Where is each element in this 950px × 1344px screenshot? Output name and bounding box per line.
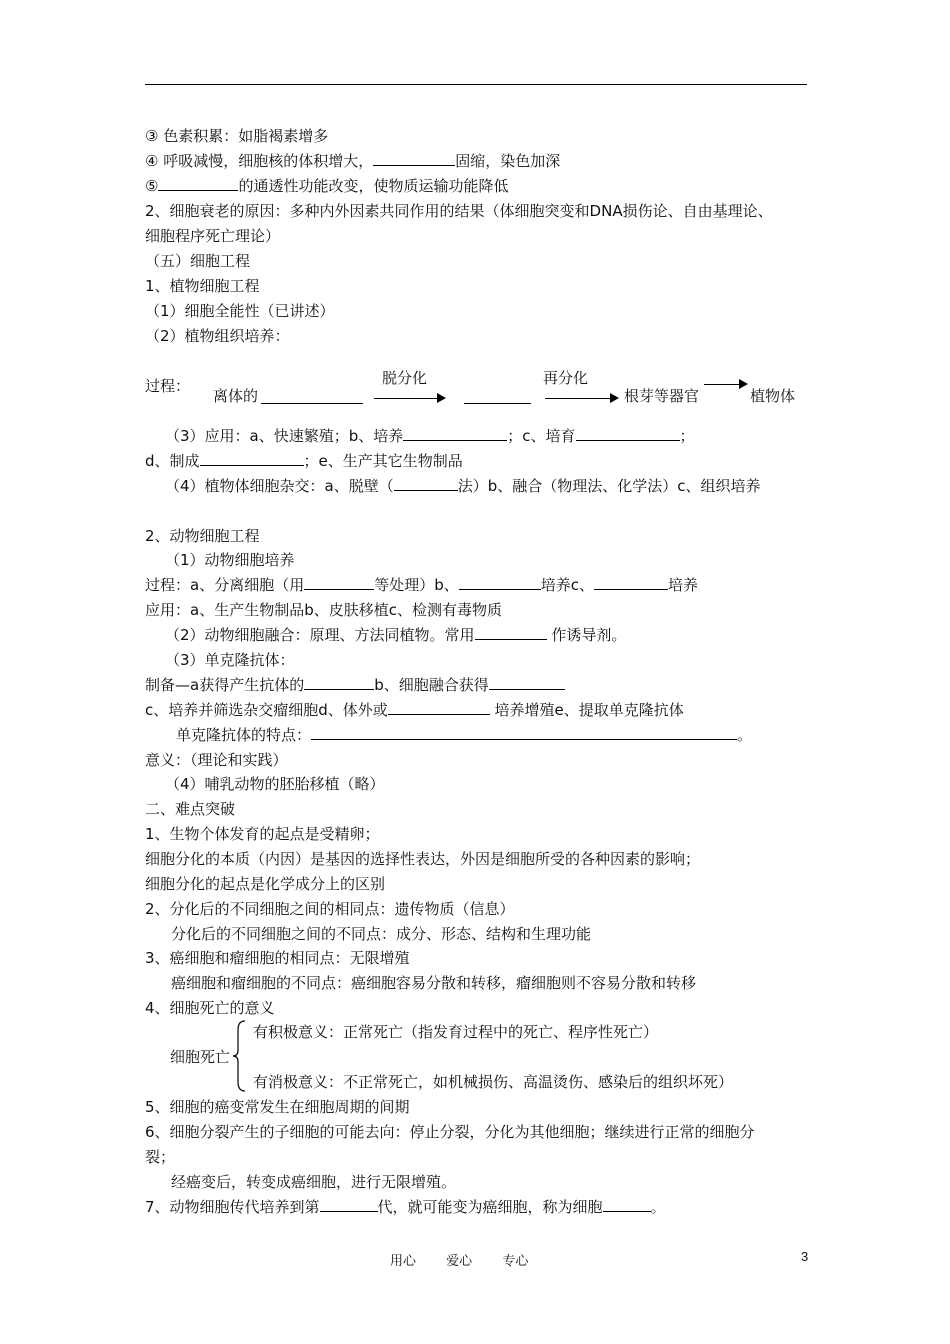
text-line: 制备—a获得产生抗体的 b、细胞融合获得 xyxy=(145,675,565,695)
arrow-icon xyxy=(704,384,746,385)
fill-blank[interactable] xyxy=(304,575,374,590)
text-line: 经癌变后，转变成癌细胞，进行无限增殖。 xyxy=(171,1173,457,1191)
text-line: ④ 呼吸减慢，细胞核的体积增大， 固缩，染色加深 xyxy=(145,152,561,170)
page-number: 3 xyxy=(801,1249,809,1264)
text-line: 3、癌细胞和瘤细胞的相同点：无限增殖 xyxy=(145,949,410,967)
text-line: 细胞程序死亡理论） xyxy=(145,227,281,245)
text-line: 分化后的不同细胞之间的不同点：成分、形态、结构和生理功能 xyxy=(171,925,592,943)
section-heading: （五）细胞工程 xyxy=(145,252,251,270)
fill-blank[interactable] xyxy=(475,625,547,640)
text-line: （3）应用：a、快速繁殖；b、培养 ；c、培育 ； xyxy=(165,427,695,445)
footer-word: 专心 xyxy=(502,1254,529,1269)
text-line: 意义：（理论和实践） xyxy=(145,751,288,769)
subsection-heading: 2、动物细胞工程 xyxy=(145,527,260,545)
fill-blank[interactable] xyxy=(200,451,304,466)
text-line: 2、分化后的不同细胞之间的相同点：遗传物质（信息） xyxy=(145,900,515,918)
fill-blank[interactable] xyxy=(373,151,455,166)
brace-label: 细胞死亡 xyxy=(170,1048,231,1066)
text-line: （1）细胞全能性（已讲述） xyxy=(145,302,335,320)
fill-blank[interactable] xyxy=(320,1197,378,1212)
text-line: 6、细胞分裂产生的子细胞的可能去向：停止分裂，分化为其他细胞；继续进行正常的细胞分 xyxy=(145,1123,755,1141)
fill-blank[interactable] xyxy=(459,575,541,590)
fill-blank[interactable] xyxy=(489,675,565,690)
subsection-heading: 1、植物细胞工程 xyxy=(145,277,260,295)
text-line: ③ 色素积累：如脂褐素增多 xyxy=(145,127,329,145)
footer-word: 爱心 xyxy=(446,1254,473,1269)
fill-blank[interactable] xyxy=(576,426,680,441)
header-rule xyxy=(145,84,807,85)
text-line: （1）动物细胞培养 xyxy=(165,551,295,569)
fill-blank[interactable] xyxy=(388,700,490,715)
page-footer xyxy=(390,1250,554,1269)
text-line: 癌细胞和瘤细胞的不同点：癌细胞容易分散和转移，瘤细胞则不容易分散和转移 xyxy=(171,974,697,992)
text-line: d、制成 ；e、生产其它生物制品 xyxy=(145,452,463,470)
fill-blank[interactable] xyxy=(304,675,374,690)
fill-blank[interactable] xyxy=(261,403,363,404)
text-line: （2）植物组织培养： xyxy=(145,327,290,345)
text-line: （3）单克隆抗体： xyxy=(165,651,295,669)
footer-word: 用心 xyxy=(390,1254,417,1269)
fill-blank[interactable] xyxy=(403,426,507,441)
text-line: ⑤ 的通透性功能改变，使物质运输功能降低 xyxy=(145,177,509,195)
brace-icon xyxy=(232,1020,246,1092)
text-line: 细胞分化的本质（内因）是基因的选择性表达，外因是细胞所受的各种因素的影响； xyxy=(145,850,701,868)
step-label: 再分化 xyxy=(543,369,589,387)
text-line: 2、细胞衰老的原因：多种内外因素共同作用的结果（体细胞突变和DNA损伤论、自由基理论、 xyxy=(145,202,773,220)
brace-item-positive: 有积极意义：正常死亡（指发育过程中的死亡、程序性死亡） xyxy=(253,1023,659,1041)
brace-item-negative: 有消极意义：不正常死亡，如机械损伤、高温烫伤、感染后的组织坏死） xyxy=(253,1073,734,1091)
text-line: 4、细胞死亡的意义 xyxy=(145,999,275,1017)
text-line: 过程：a、分离细胞（用 等处理）b、 培养c、 培养 xyxy=(145,576,698,594)
process-end: 植物体 xyxy=(750,387,796,405)
text-line: c、培养并筛选杂交瘤细胞d、体外或 培养增殖e、提取单克隆抗体 xyxy=(145,701,684,719)
text-line: 细胞分化的起点是化学成分上的区别 xyxy=(145,875,386,893)
arrow-icon xyxy=(545,398,617,399)
fill-blank[interactable] xyxy=(158,176,238,191)
text-line: （2）动物细胞融合：原理、方法同植物。常用 作诱导剂。 xyxy=(165,626,627,644)
text-line: 1、生物个体发育的起点是受精卵； xyxy=(145,825,380,843)
process-label: 过程： xyxy=(145,377,191,395)
text-line: （4）哺乳动物的胚胎移植（略） xyxy=(165,775,385,793)
arrow-icon xyxy=(374,398,444,399)
process-mid: 根芽等器官 xyxy=(624,387,700,405)
fill-blank[interactable] xyxy=(394,476,458,491)
text-line: （4）植物体细胞杂交：a、脱壁（ 法）b、融合（物理法、化学法）c、组织培养 xyxy=(165,477,761,495)
text-line: 应用：a、生产生物制品b、皮肤移植c、检测有毒物质 xyxy=(145,601,502,619)
section-heading: 二、难点突破 xyxy=(145,800,236,818)
text-line: 单克隆抗体的特点： 。 xyxy=(176,726,753,744)
fill-blank[interactable] xyxy=(594,575,668,590)
fill-blank[interactable] xyxy=(603,1197,651,1212)
process-start: 离体的 xyxy=(213,387,259,405)
text-line: 裂； xyxy=(145,1148,176,1166)
fill-blank[interactable] xyxy=(311,725,737,740)
fill-blank[interactable] xyxy=(464,403,531,404)
step-label: 脱分化 xyxy=(382,369,428,387)
text-line: 5、细胞的癌变常发生在细胞周期的间期 xyxy=(145,1098,410,1116)
text-line: 7、动物细胞传代培养到第 代，就可能变为癌细胞，称为细胞 。 xyxy=(145,1198,666,1216)
